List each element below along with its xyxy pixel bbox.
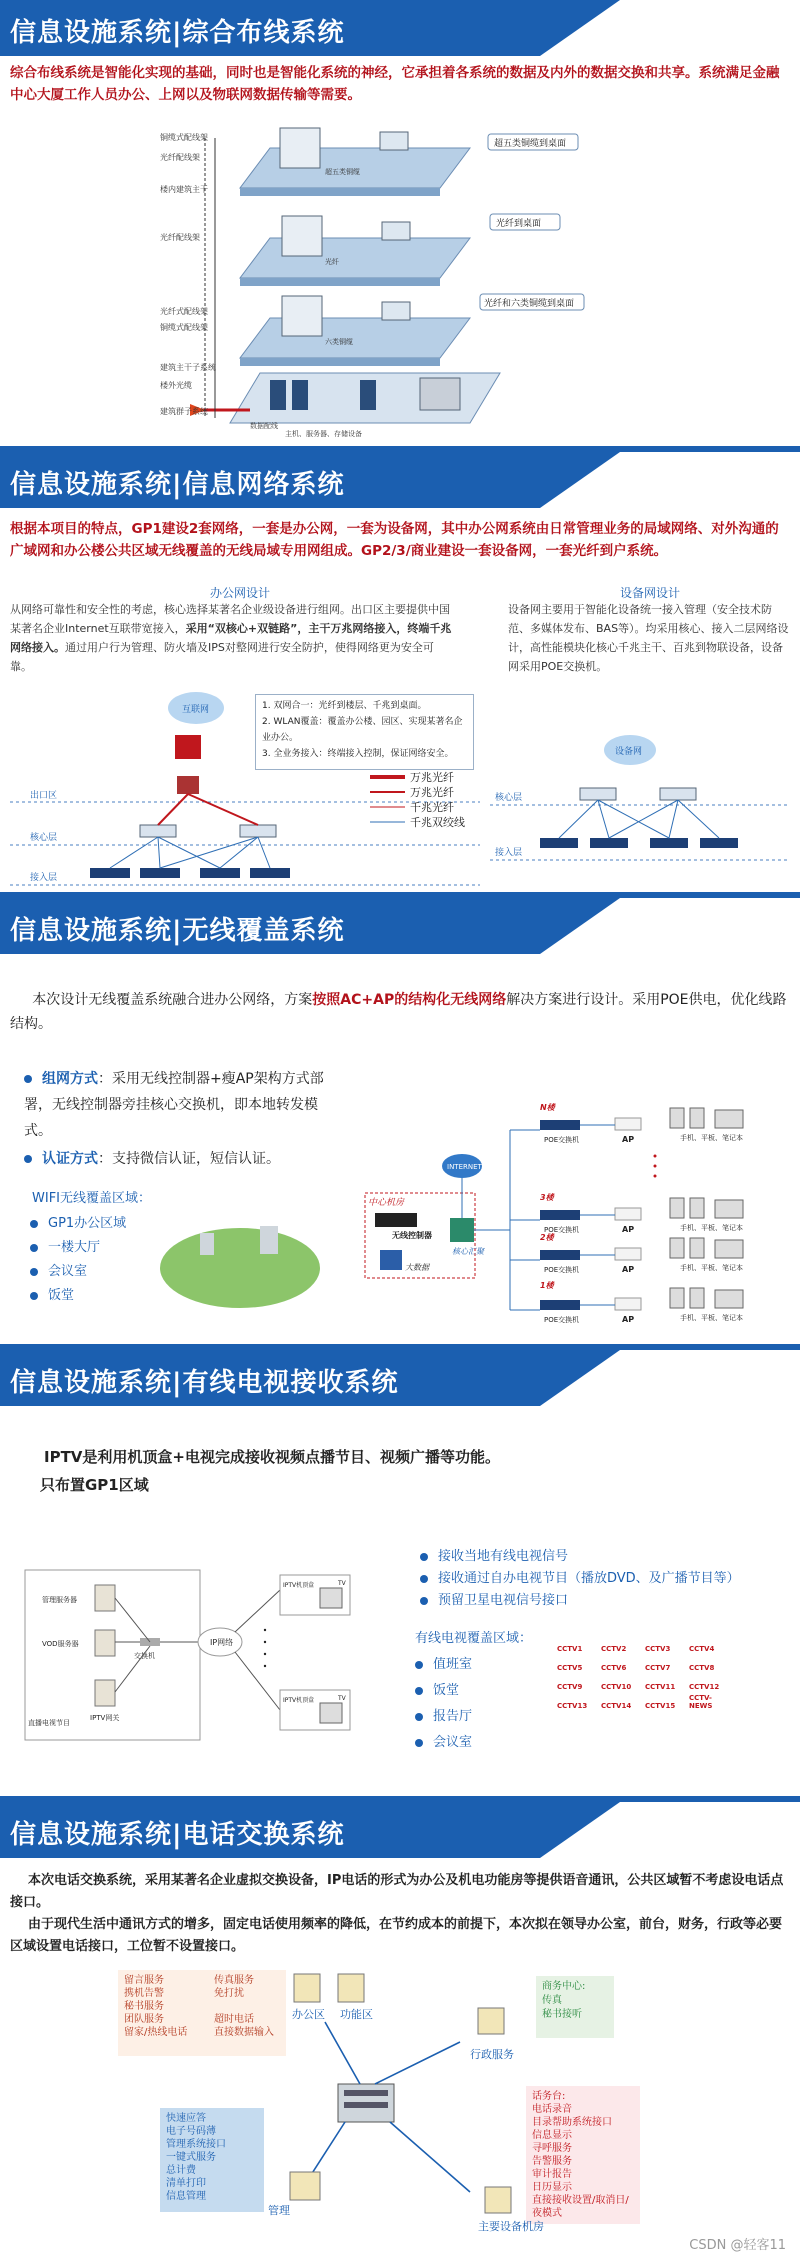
svg-text:主机、服务器、存储设备: 主机、服务器、存储设备	[285, 430, 362, 438]
svg-text:手机、平板、笔记本: 手机、平板、笔记本	[680, 1264, 743, 1272]
channel-logo: CCTV10	[601, 1683, 632, 1691]
svg-text:管理服务器: 管理服务器	[42, 1596, 77, 1604]
office-net-title: 办公网设计	[210, 586, 271, 600]
svg-text:设备网: 设备网	[615, 747, 643, 757]
svg-text:1楼: 1楼	[540, 1281, 554, 1290]
label: 建筑主干子系统	[160, 363, 216, 372]
channel-logo: CCTV3	[645, 1645, 671, 1653]
channel-logo: CCTV5	[557, 1664, 583, 1672]
svg-text:光纤: 光纤	[325, 258, 339, 266]
svg-text:万兆光纤: 万兆光纤	[410, 786, 454, 799]
svg-text:超五类铜缆: 超五类铜缆	[325, 168, 360, 176]
slide-header	[0, 452, 800, 508]
catv-feature: 接收通过自办电视节目（播放DVD、及广播节目等）	[420, 1568, 740, 1590]
iptv-text: IPTV是利用机顶盒+电视完成接收视频点播节目、视频广播等功能。	[44, 1448, 500, 1466]
svg-text:接入层: 接入层	[495, 848, 523, 858]
legend	[370, 770, 465, 829]
channel-logo: CCTV9	[557, 1683, 583, 1691]
channel-logo-grid	[555, 1636, 735, 1712]
svg-text:IP网络: IP网络	[210, 1638, 234, 1647]
channel-logo: CCTV2	[601, 1645, 627, 1653]
tag-cat5	[488, 134, 578, 150]
wifi-areas-title: WIFI无线覆盖区域：	[32, 1191, 151, 1206]
svg-text:POE交换机: POE交换机	[544, 1266, 580, 1274]
svg-text:千兆光纤: 千兆光纤	[410, 801, 454, 814]
watermark: CSDN @轻客11	[689, 2238, 786, 2253]
svg-text:IPTV机顶盒: IPTV机顶盒	[283, 1697, 315, 1704]
svg-text:3楼: 3楼	[540, 1193, 554, 1202]
slide-title: 信息设施系统|电话交换系统	[10, 1820, 345, 1850]
wifi-area-item: 会议室	[30, 1260, 87, 1284]
svg-text:手机、平板、笔记本: 手机、平板、笔记本	[680, 1314, 743, 1322]
floor-2	[240, 216, 470, 286]
tag-fiber-cat6	[480, 294, 584, 310]
svg-text:VOD服务器: VOD服务器	[42, 1640, 79, 1648]
svg-text:手机、平板、笔记本: 手机、平板、笔记本	[680, 1134, 743, 1142]
label: 光纤配线架	[160, 233, 200, 242]
label: 楼外光缆	[160, 381, 192, 390]
data-center-floor	[190, 373, 500, 423]
channel-logo: CCTV13	[557, 1702, 588, 1710]
svg-text:核心层: 核心层	[495, 793, 523, 803]
svg-text:超五类铜缆到桌面: 超五类铜缆到桌面	[494, 139, 567, 149]
svg-text:POE交换机: POE交换机	[544, 1226, 580, 1234]
slide-text: 根据本项目的特点，GP1建设2套网络，一套是办公网，一套为设备网，其中办公网系统由日常管理业务的局域网络、对外沟通的广域网和办公楼公共区域无线覆盖的无线局域专用网组成。GP2/3/商业建设一套设备网，一套光纤到户系统。	[10, 521, 779, 559]
svg-text:INTERNET: INTERNET	[447, 1163, 482, 1171]
service-box-office: 留言服务 携机告警 秘书服务 团队服务 留家/热线电话 传真服务 免打扰 超时电话 直接数据输入	[118, 1970, 286, 2056]
svg-text:手机、平板、笔记本: 手机、平板、笔记本	[680, 1224, 743, 1232]
catv-feature: 接收当地有线电视信号	[420, 1546, 568, 1568]
channel-logo: CCTV6	[601, 1664, 627, 1672]
channel-logo: CCTV7	[645, 1664, 671, 1672]
slide-text: 综合布线系统是智能化实现的基础，同时也是智能化系统的神经，它承担着各系统的数据及内外的数据交换和共享。系统满足金融中心大厦工作人员办公、上网以及物联网数据传输等需要。	[10, 65, 780, 103]
phone-text-1: 本次电话交换系统，采用某著名企业虚拟交换设备，IP电话的形式为办公及机电功能房等提供语音通讯，公共区域暂不考虑设电话点接口。	[10, 1873, 784, 1910]
service-box-operator: 话务台: 电话录音 目录帮助系统接口 信息显示 寻呼服务 告警服务 审计报告 日历显示 直接接收设置/取消日/夜模式	[526, 2086, 640, 2224]
svg-text:IPTV机顶盒: IPTV机顶盒	[283, 1582, 315, 1589]
service-box-management: 快速应答 电子号码薄 管理系统接口 一键式服务 总计费 清单打印 信息管理	[160, 2108, 264, 2212]
svg-text:POE交换机: POE交换机	[544, 1136, 580, 1144]
svg-text:中心机房: 中心机房	[368, 1198, 405, 1208]
channel-logo: CCTV11	[645, 1683, 676, 1691]
channel-logo: CCTV8	[689, 1664, 715, 1672]
svg-text:光纤到桌面: 光纤到桌面	[496, 219, 542, 229]
slide-title: 信息设施系统|综合布线系统	[10, 18, 345, 48]
slide-network	[0, 452, 800, 898]
svg-text:接入层: 接入层	[30, 873, 58, 883]
slide-header	[0, 1802, 800, 1858]
tag-fiber	[490, 214, 560, 230]
svg-text:光纤和六类铜缆到桌面: 光纤和六类铜缆到桌面	[484, 299, 575, 309]
catv-cover-title: 有线电视覆盖区域：	[415, 1631, 533, 1646]
service-box-business: 商务中心: 传真 秘书接听	[536, 1976, 614, 2038]
floor-1	[240, 128, 470, 196]
svg-text:功能区: 功能区	[340, 2008, 373, 2021]
slide-title: 信息设施系统|无线覆盖系统	[10, 916, 345, 946]
slide-header	[0, 0, 800, 56]
iptv-diagram	[20, 1560, 440, 1760]
svg-text:主要设备机房: 主要设备机房	[478, 2220, 544, 2233]
catv-cover-item: 会议室	[415, 1730, 472, 1756]
label: 建筑群子系统	[160, 407, 208, 416]
slide-text: 本次设计无线覆盖系统融合进办公网络，方案按照AC+AP的结构化无线网络解决方案进行设计。采用POE供电，优化线路结构。	[10, 992, 787, 1032]
svg-text:数据配线: 数据配线	[250, 422, 278, 430]
svg-text:出口区: 出口区	[30, 791, 58, 801]
svg-text:TV: TV	[338, 1695, 346, 1702]
slide-title: 信息设施系统|有线电视接收系统	[10, 1368, 399, 1398]
channel-logo: CCTV15	[645, 1702, 676, 1710]
svg-text:千兆双绞线: 千兆双绞线	[410, 816, 465, 829]
wifi-area-item: 一楼大厅	[30, 1236, 100, 1260]
catv-feature: 预留卫星电视信号接口	[420, 1590, 568, 1612]
channel-logo: CCTV4	[689, 1645, 715, 1653]
channel-logo: CCTV-NEWS	[689, 1694, 713, 1710]
svg-text:直播电视节目: 直播电视节目	[28, 1719, 70, 1727]
label: 铜缆式配线架	[160, 323, 208, 332]
iptv-area-text: 只布置GP1区域	[40, 1476, 149, 1494]
office-net-text: 从网络可靠性和安全性的考虑，核心选择某著名企业级设备进行组网。出口区主要提供中国某著名企业Internet互联带宽接入，采用“双核心+双链路”，主干万兆网络接入，终端千兆网络接入。通过用户行为管理、防火墙及IPS对整网进行安全防护，使得网络更为安全可靠。	[10, 603, 452, 673]
svg-text:管理: 管理	[268, 2204, 290, 2217]
svg-text:办公区: 办公区	[292, 2008, 325, 2021]
label: 楼内建筑主干	[160, 185, 208, 194]
svg-text:核心汇聚: 核心汇聚	[452, 1247, 484, 1256]
device-net-title: 设备网设计	[620, 586, 681, 600]
svg-text:六类铜缆: 六类铜缆	[325, 338, 353, 346]
slide-catv	[0, 1350, 800, 1802]
bullet-auth-mode: 认证方式：支持微信认证，短信认证。	[24, 1146, 344, 1172]
catv-cover-item: 饭堂	[415, 1678, 459, 1704]
svg-text:无线控制器: 无线控制器	[392, 1231, 432, 1240]
slide-header	[0, 898, 800, 954]
svg-text:AP: AP	[622, 1265, 635, 1274]
device-net-text: 设备网主要用于智能化设备统一接入管理（安全技术防范、多媒体发布、BAS等）。均采用核心、接入二层网络设计，高性能模块化核心千兆主干、百兆到物联设备，设备网采用POE交换机。	[508, 603, 789, 673]
svg-text:核心层: 核心层	[30, 833, 58, 843]
channel-logo: CCTV1	[557, 1645, 583, 1653]
svg-text:万兆光纤: 万兆光纤	[410, 771, 454, 784]
svg-text:TV: TV	[338, 1580, 346, 1587]
label: 铜缆式配线架	[160, 133, 208, 142]
svg-text:N楼: N楼	[540, 1103, 555, 1112]
slide-title: 信息设施系统|信息网络系统	[10, 470, 345, 500]
bullet-network-mode: 组网方式：采用无线控制器+瘦AP架构方式部署，无线控制器旁挂核心交换机，即本地转发模式。	[24, 1071, 324, 1139]
svg-text:大数据: 大数据	[405, 1263, 429, 1272]
svg-text:POE交换机: POE交换机	[544, 1316, 580, 1324]
floor-3	[240, 296, 470, 366]
svg-text:AP: AP	[622, 1225, 635, 1234]
office-network-diagram	[0, 680, 800, 895]
label: 光纤配线架	[160, 153, 200, 162]
office-net-notes: 1. 双网合一：光纤到楼层、千兆到桌面。 2. WLAN覆盖：覆盖办公楼、园区、实现某著名企业办公。 3. 全业务接入：终端接入控制，保证网络安全。	[255, 694, 474, 770]
slide-header	[0, 1350, 800, 1406]
slide-telephone	[0, 1802, 800, 2259]
svg-text:交换机: 交换机	[134, 1652, 155, 1660]
channel-logo: CCTV12	[689, 1683, 720, 1691]
catv-cover-item: 值班室	[415, 1652, 472, 1678]
wifi-area-item: 饭堂	[30, 1284, 74, 1308]
label: 光纤式配线架	[160, 307, 208, 316]
svg-text:2楼: 2楼	[540, 1233, 554, 1242]
svg-text:AP: AP	[622, 1135, 635, 1144]
wifi-area-item: GP1办公区域	[30, 1212, 126, 1236]
svg-text:互联网: 互联网	[182, 705, 210, 715]
svg-text:行政服务: 行政服务	[470, 2048, 514, 2061]
slide-cabling	[0, 0, 800, 452]
catv-cover-item: 报告厅	[415, 1704, 472, 1730]
cabling-diagram	[0, 118, 800, 448]
svg-text:IPTV网关: IPTV网关	[90, 1714, 120, 1722]
slide-wireless	[0, 898, 800, 1350]
left-labels	[160, 132, 216, 416]
wireless-diagram	[0, 1038, 800, 1338]
phone-diagram	[0, 1962, 800, 2259]
phone-text-2: 由于现代生活中通讯方式的增多，固定电话使用频率的降低，在节约成本的前提下，本次拟在领导办公室，前台，财务，行政等必要区域设置电话接口，工位暂不设置接口。	[10, 1917, 783, 1954]
channel-logo: CCTV14	[601, 1702, 632, 1710]
svg-text:AP: AP	[622, 1315, 635, 1324]
